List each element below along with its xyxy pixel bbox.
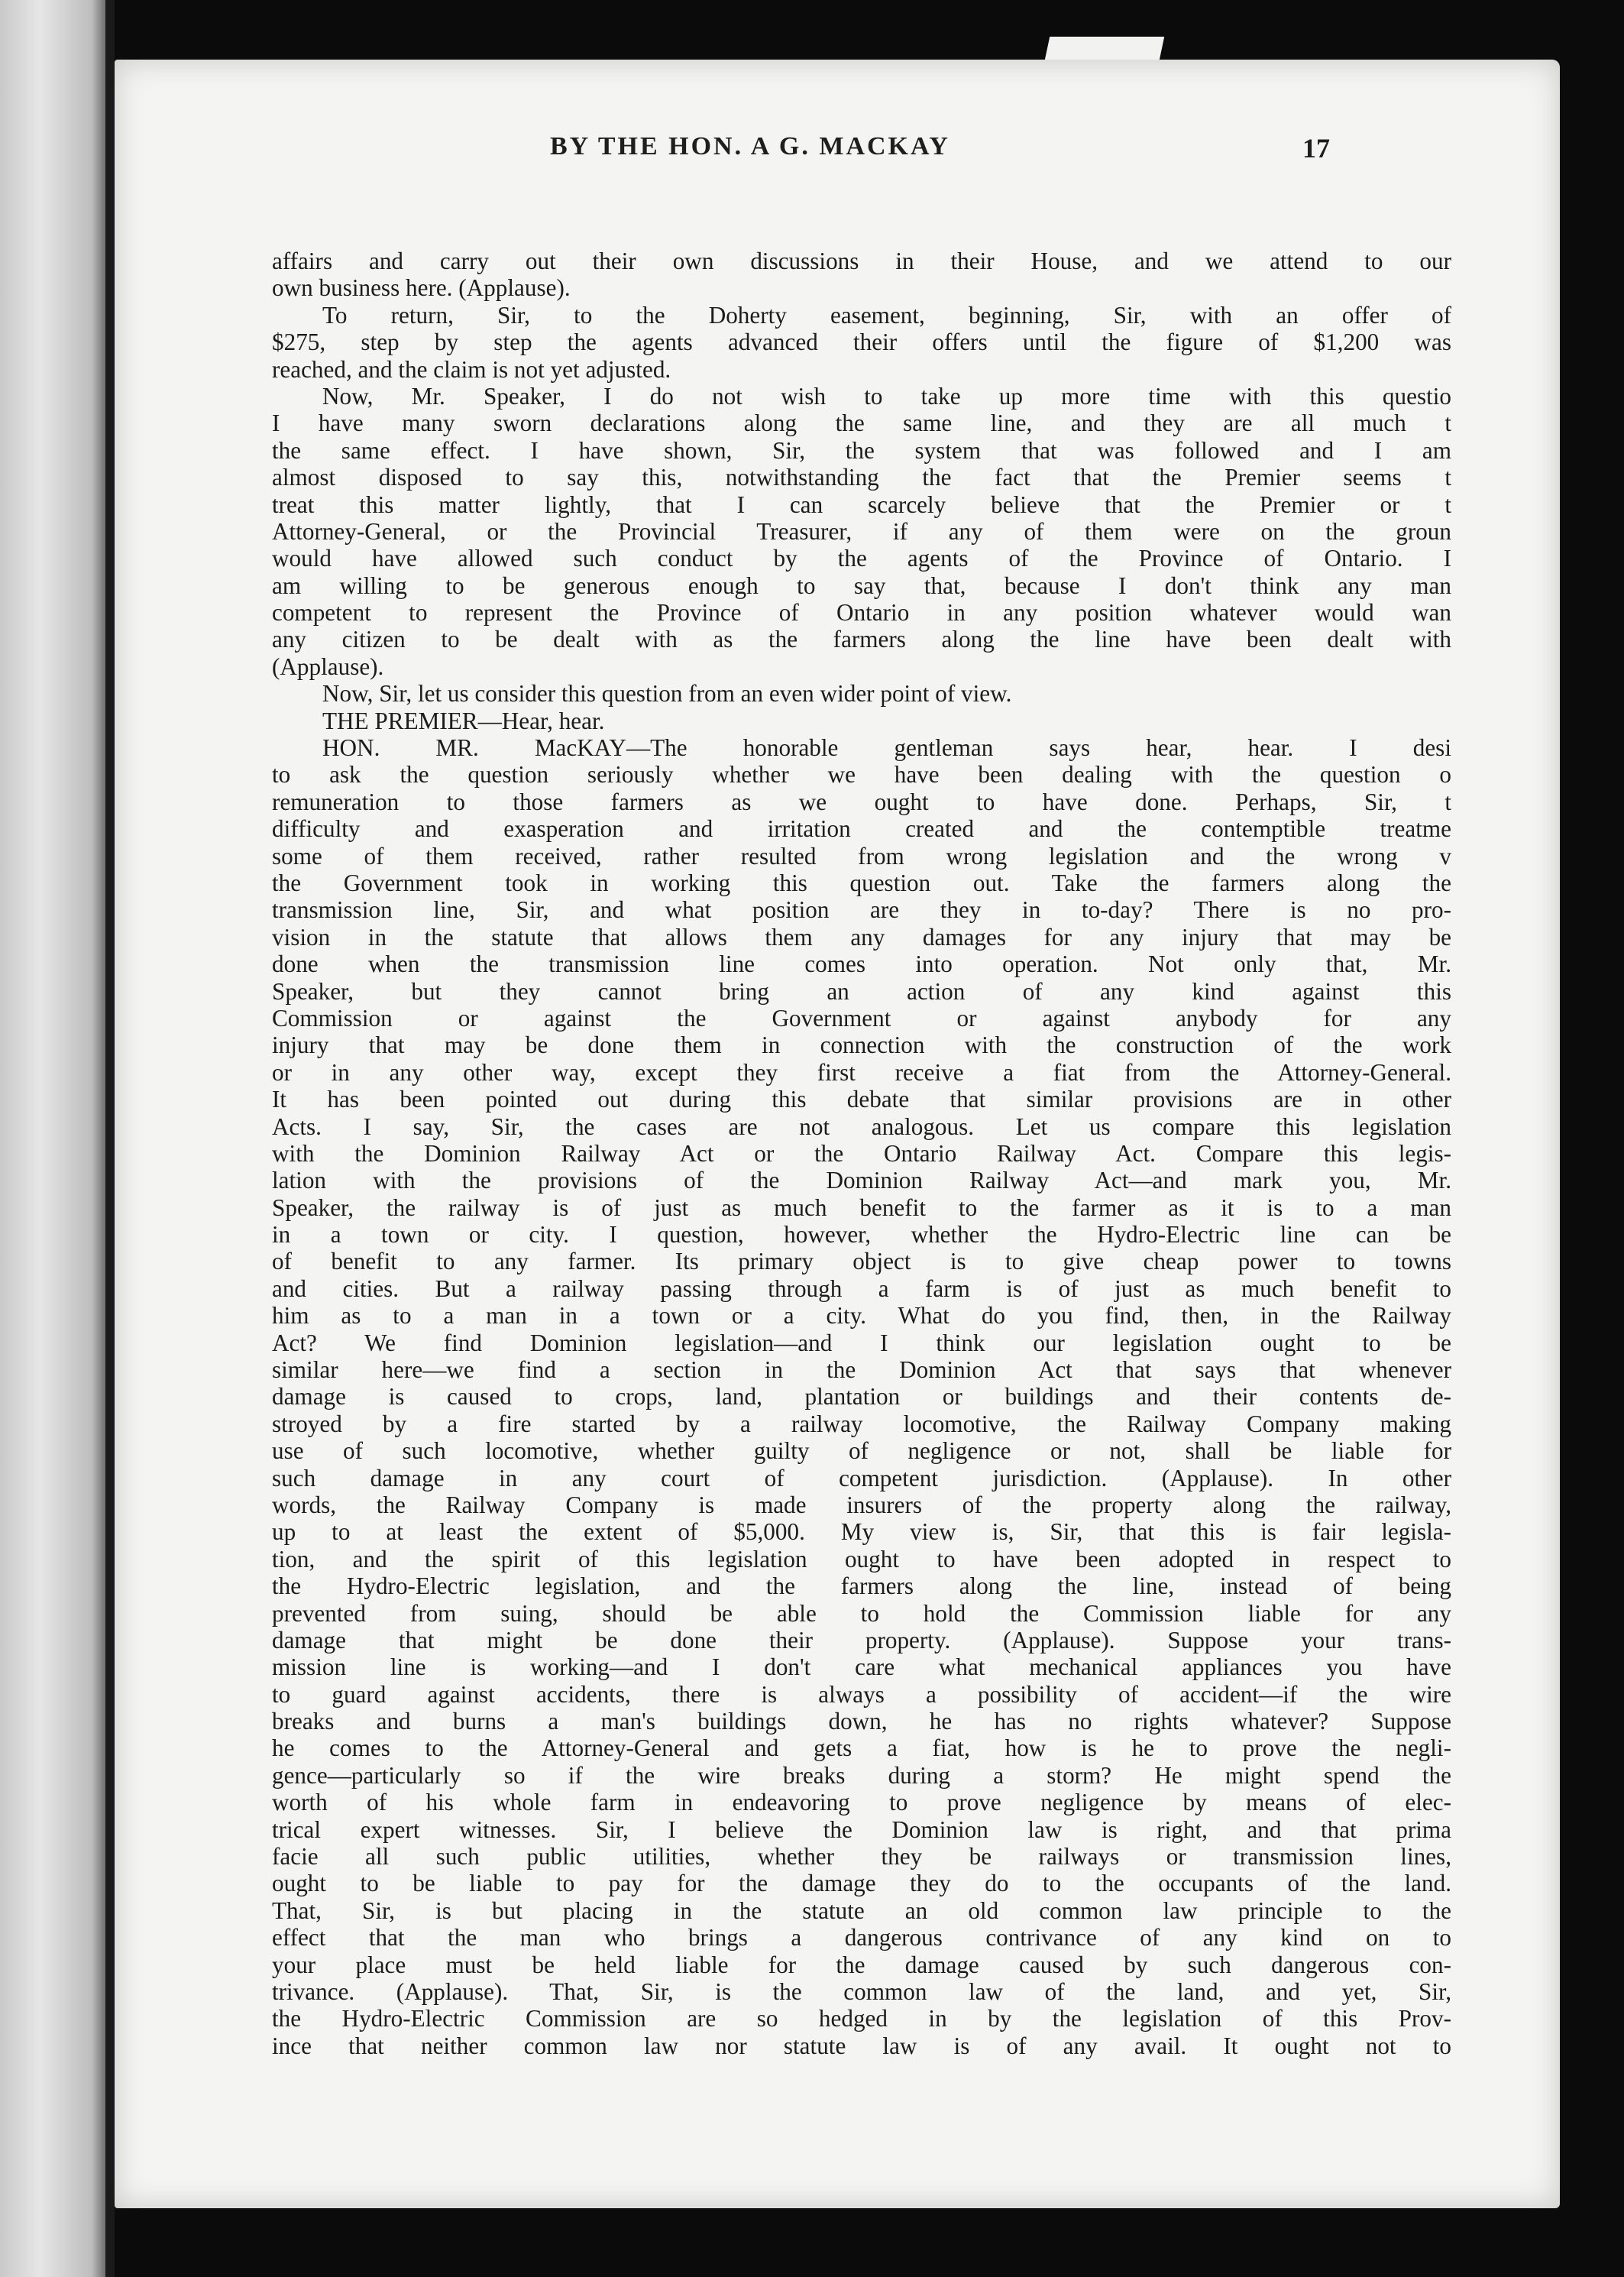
text-line: worth of his whole farm in endeavoring to prove negligence by means of elec- [272, 1789, 1451, 1816]
text-line: That, Sir, is but placing in the statute an old common law principle to the [272, 1896, 1451, 1924]
text-line: the same effect. I have shown, Sir, the system that was followed and I am [272, 436, 1451, 464]
text-line: or in any other way, except they first receive a fiat from the Attorney-General. [272, 1058, 1451, 1086]
text-line: effect that the man who brings a dangerous contrivance of any kind on to [272, 1924, 1451, 1951]
text-line: am willing to be generous enough to say that, because I don't think any man [272, 572, 1451, 599]
text-line: he comes to the Attorney-General and gets a fiat, how is he to prove the negli- [272, 1734, 1451, 1762]
text-line: in a town or city. I question, however, whether the Hydro-Electric line can be [272, 1221, 1451, 1249]
text-line: stroyed by a fire started by a railway locomotive, the Railway Company making [272, 1410, 1451, 1437]
text-line: transmission line, Sir, and what position are they in to-day? There is no pro- [272, 896, 1451, 924]
text-line: similar here—we find a section in the Dominion Act that says that whenever [272, 1356, 1451, 1384]
text-line: vision in the statute that allows them any damages for any injury that may be [272, 923, 1451, 951]
text-line: Speaker, but they cannot bring an action of any kind against this [272, 977, 1451, 1005]
text-line: Act? We find Dominion legislation—and I think our legislation ought to be [272, 1329, 1451, 1356]
text-line: the Hydro-Electric Commission are so hedged in by the legislation of this Prov- [272, 2005, 1451, 2032]
text-line: facie all such public utilities, whether they be railways or transmission lines, [272, 1843, 1451, 1871]
text-line: to guard against accidents, there is always a possibility of accident—if the wire [272, 1680, 1451, 1708]
text-line: prevented from suing, should be able to hold the Commission liable for any [272, 1599, 1451, 1627]
text-line: almost disposed to say this, notwithstanding the fact that the Premier seems t [272, 464, 1451, 491]
text-line: $275, step by step the agents advanced their offers until the figure of $1,200 was [272, 329, 1451, 356]
text-line: reached, and the claim is not yet adjusted. [272, 355, 671, 383]
text-line: trical expert witnesses. Sir, I believe the Dominion law is right, and that prima [272, 1815, 1451, 1843]
text-line: lation with the provisions of the Dominion Railway Act—and mark you, Mr. [272, 1167, 1451, 1194]
text-line: difficulty and exasperation and irritation created and the contemptible treatme [272, 815, 1451, 843]
text-line: ought to be liable to pay for the damage they do to the occupants of the land. [272, 1870, 1451, 1897]
text-line: competent to represent the Province of Ontario in any position whatever would wan [272, 599, 1451, 627]
text-line: damage is caused to crops, land, plantation or buildings and their contents de- [272, 1383, 1451, 1411]
running-title: BY THE HON. A G. MACKAY [550, 132, 950, 160]
text-line: would have allowed such conduct by the agents of the Province of Ontario. I [272, 545, 1451, 572]
text-line: to ask the question seriously whether we have been dealing with the question o [272, 761, 1451, 789]
text-line: I have many sworn declarations along the same line, and they are all much t [272, 410, 1451, 437]
text-line: remuneration to those farmers as we ought to have done. Perhaps, Sir, t [272, 788, 1451, 815]
text-line: with the Dominion Railway Act or the Ontario Railway Act. Compare this legis- [272, 1139, 1451, 1167]
text-line: gence—particularly so if the wire breaks during a storm? He might spend the [272, 1761, 1451, 1789]
text-line: trivance. (Applause). That, Sir, is the common law of the land, and yet, Sir, [272, 1978, 1451, 2005]
text-line: Commission or against the Government or against anybody for any [272, 1004, 1451, 1032]
text-line: (Applause). [272, 653, 384, 680]
text-line: injury that may be done them in connection with the construction of the work [272, 1032, 1451, 1059]
text-line: To return, Sir, to the Doherty easement, beginning, Sir, with an offer of [322, 301, 1451, 329]
text-line: any citizen to be dealt with as the farmers along the line have been dealt with [272, 626, 1451, 653]
book-page [115, 60, 1560, 2208]
text-line: done when the transmission line comes into operation. Not only that, Mr. [272, 951, 1451, 978]
text-line: tion, and the spirit of this legislation ought to have been adopted in respect to [272, 1545, 1451, 1573]
book-spine-shadow [105, 0, 115, 2277]
text-line: of benefit to any farmer. Its primary object is to give cheap power to towns [272, 1248, 1451, 1275]
text-line: use of such locomotive, whether guilty of negligence or not, shall be liable for [272, 1437, 1451, 1465]
text-line: him as to a man in a town or a city. What do you find, then, in the Railway [272, 1302, 1451, 1330]
text-line: breaks and burns a man's buildings down, he has no rights whatever? Suppose [272, 1708, 1451, 1735]
text-line: such damage in any court of competent jurisdiction. (Applause). In other [272, 1464, 1451, 1492]
running-head [115, 132, 1560, 170]
text-line: affairs and carry out their own discussions in their House, and we attend to our [272, 248, 1451, 274]
text-line: Now, Sir, let us consider this question from an even wider point of view. [322, 680, 1012, 708]
text-line: HON. MR. MacKAY—The honorable gentleman says hear, hear. I desi [322, 734, 1451, 762]
text-line: treat this matter lightly, that I can scarcely believe that the Premier or t [272, 491, 1451, 518]
text-line: own business here. (Applause). [272, 274, 571, 302]
text-line: Now, Mr. Speaker, I do not wish to take up more time with this questio [322, 382, 1451, 410]
body-text [272, 248, 1451, 2059]
text-line: It has been pointed out during this debate that similar provisions are in other [272, 1086, 1451, 1113]
facing-page-edge [0, 0, 115, 2277]
text-line: mission line is working—and I don't care what mechanical appliances you have [272, 1653, 1451, 1681]
text-line: ince that neither common law nor statute law is of any avail. It ought not to [272, 2032, 1451, 2059]
text-line: Speaker, the railway is of just as much benefit to the farmer as it is to a man [272, 1194, 1451, 1221]
text-line: up to at least the extent of $5,000. My view is, Sir, that this is fair legisla- [272, 1518, 1451, 1546]
text-line: the Hydro-Electric legislation, and the farmers along the line, instead of being [272, 1573, 1451, 1600]
text-line: and cities. But a railway passing through a farm is of just as much benefit to [272, 1275, 1451, 1302]
page-number: 17 [1302, 133, 1330, 164]
text-line: some of them received, rather resulted from wrong legislation and the wrong v [272, 842, 1451, 870]
text-line: Attorney-General, or the Provincial Treasurer, if any of them were on the groun [272, 517, 1451, 545]
text-line: damage that might be done their property. (Applause). Suppose your trans- [272, 1626, 1451, 1653]
text-line: Acts. I say, Sir, the cases are not analogous. Let us compare this legislation [272, 1113, 1451, 1140]
text-line: the Government took in working this question out. Take the farmers along the [272, 869, 1451, 896]
text-line: words, the Railway Company is made insurers of the property along the railway, [272, 1491, 1451, 1518]
text-line: THE PREMIER—Hear, hear. [322, 707, 605, 734]
text-line: your place must be held liable for the damage caused by such dangerous con- [272, 1951, 1451, 1978]
